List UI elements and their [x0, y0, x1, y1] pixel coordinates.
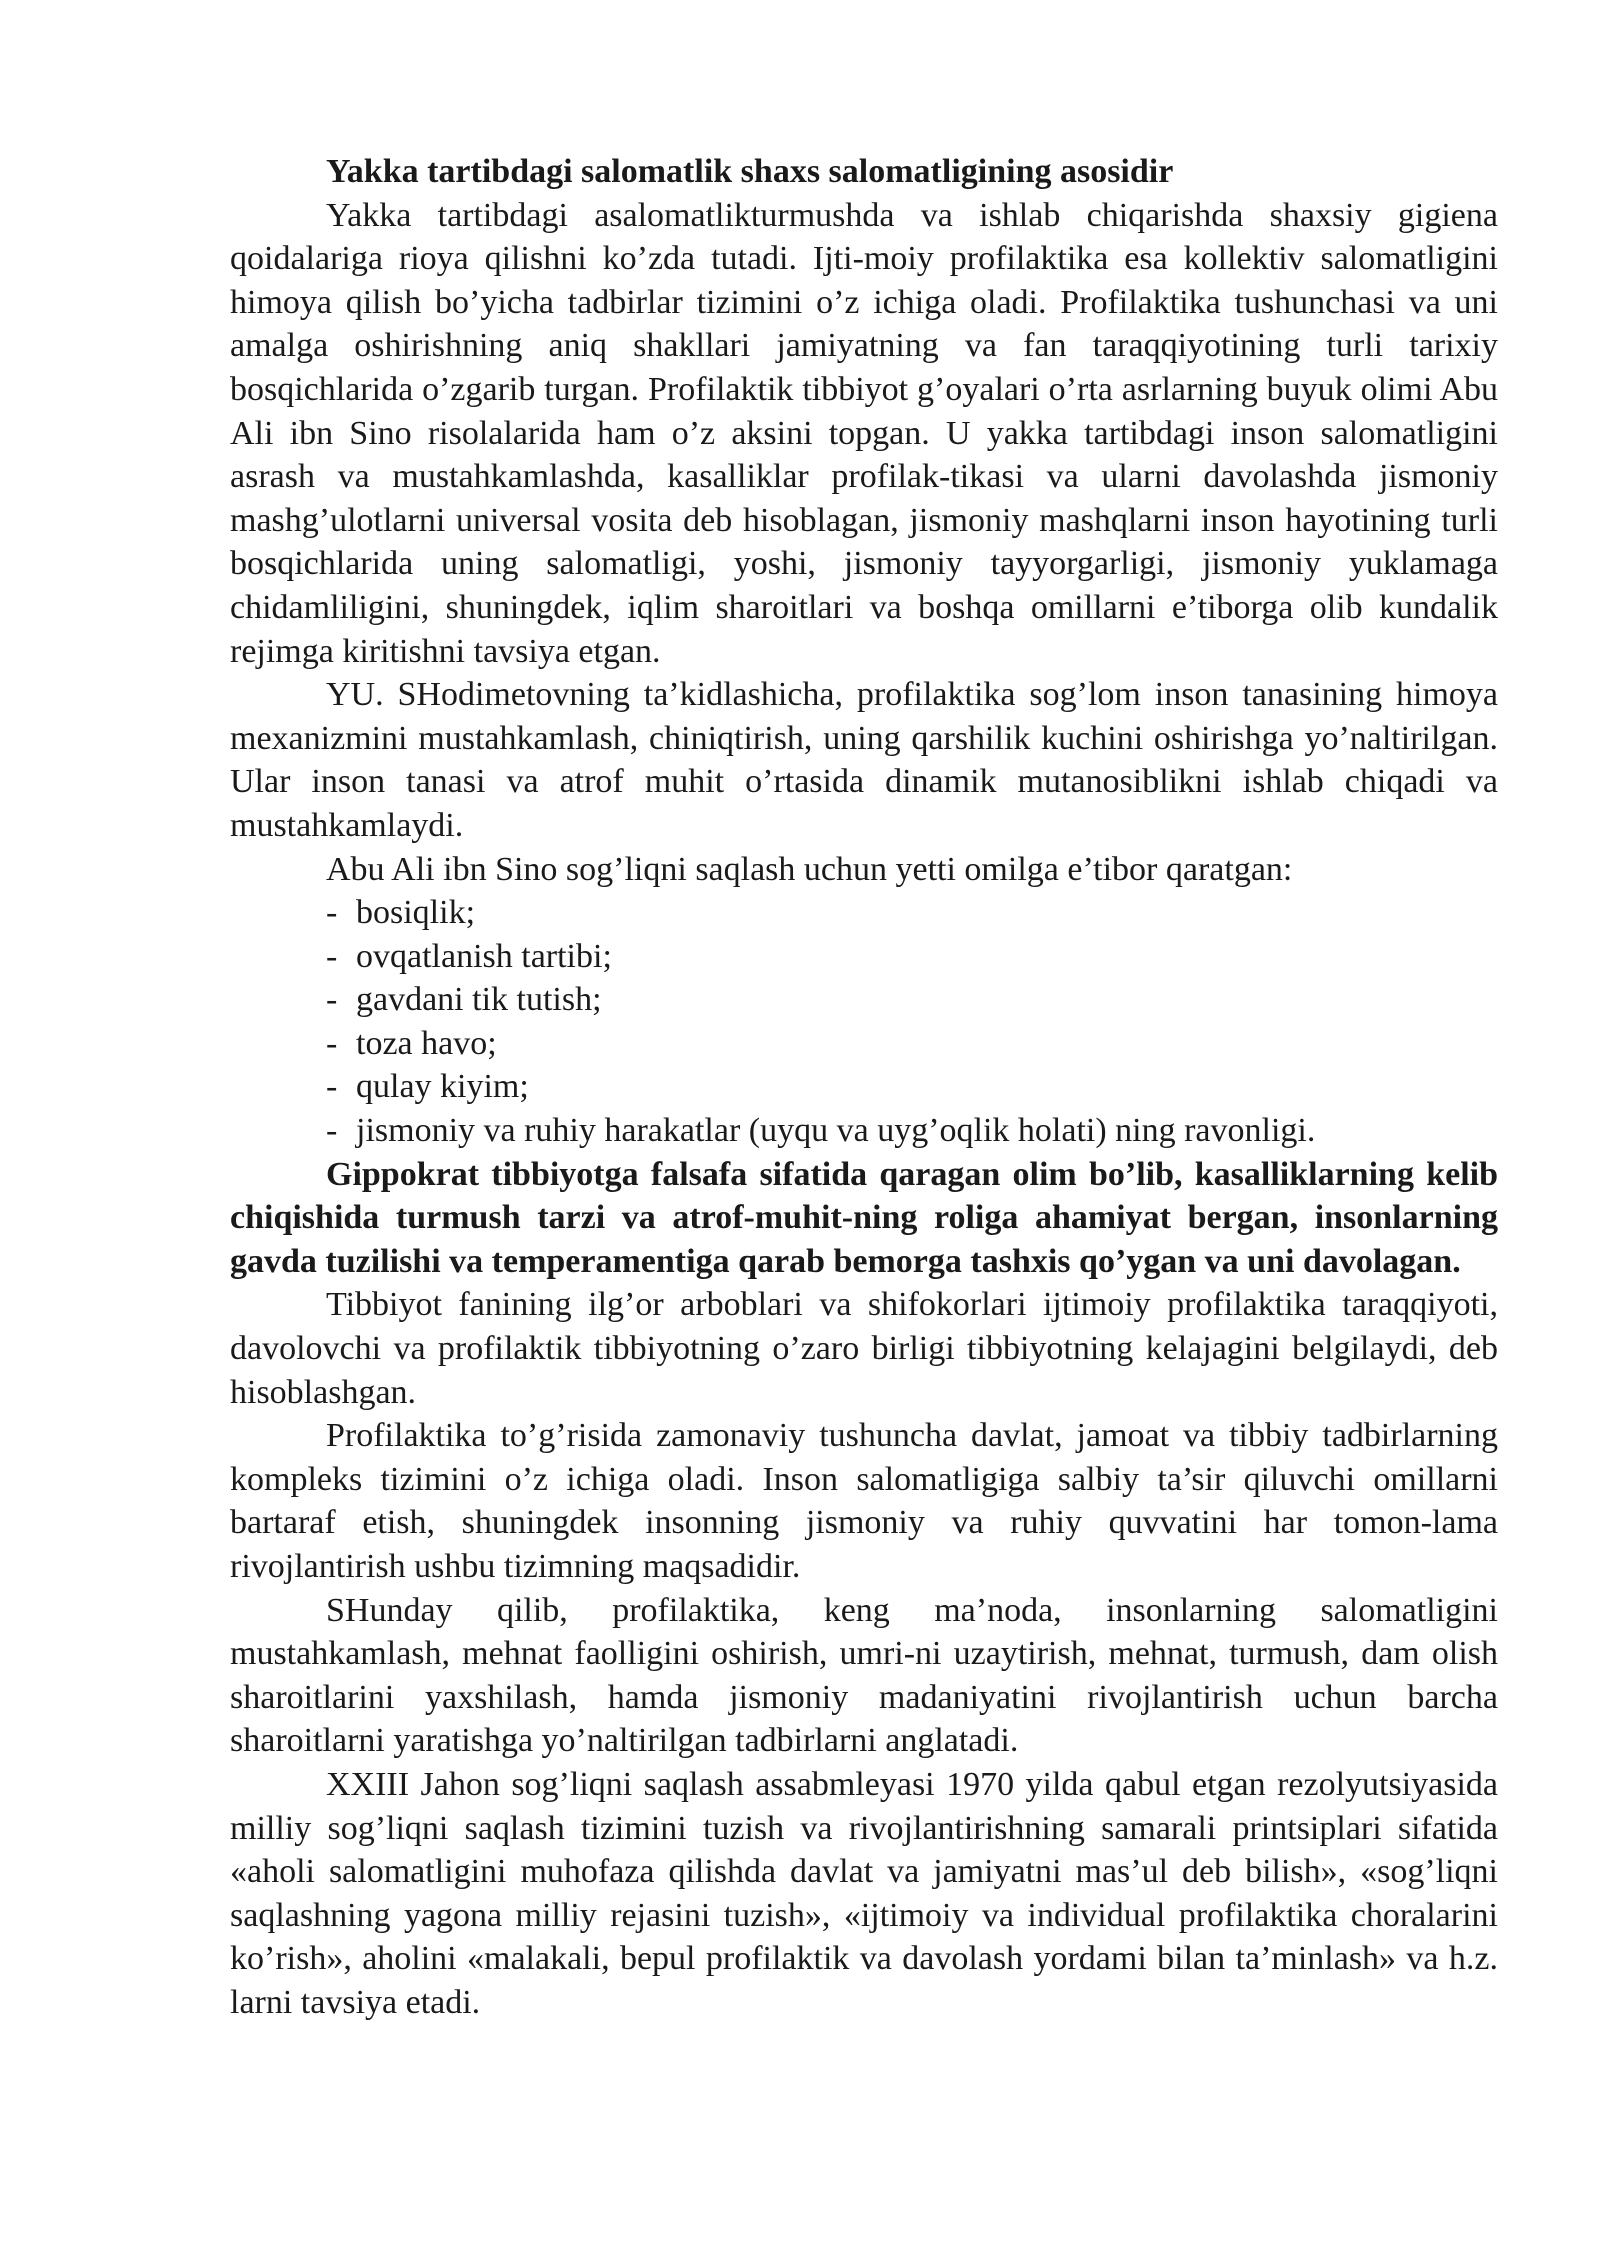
paragraph-7: XXIII Jahon sog’liqni saqlash assabmleyasi 1970 yilda qabul etgan rezolyutsiyasida milliy sog’liqni saqlash tizimini tuzish va rivojlantirishning samarali printsiplari sifatida «aholi salomatligini muhofaza qilishda davlat va jamiyatni mas’ul deb bilish», «sog’liqni saqlashning yagona milliy rejasini tuzish», «ijtimoiy va individual profilaktika choralarini ko’rish», aholini «malakali, bepul profilaktik va davolash yordami bilan ta’minlash» va h.z. larni tavsiya etadi. — [230, 1765, 1498, 2021]
list-item: - bosiqlik; — [326, 891, 1498, 935]
list-marker: - — [326, 1068, 338, 1106]
list-marker: - — [326, 1112, 338, 1150]
document-title: Yakka tartibdagi salomatlik shaxs salomatligining asosidir — [326, 153, 1174, 190]
list-marker: - — [326, 981, 338, 1019]
list-marker: - — [326, 1024, 338, 1062]
paragraph-4: Tibbiyot fanining ilg’or arboblari va shifokorlari ijtimoiy profilaktika taraqqiyoti, davolovchi va profilaktik tibbiyotning o’zaro birligi tibbiyotning kelajagini belgilaydi, deb hisoblashgan. — [230, 1286, 1498, 1411]
list-item: - jismoniy va ruhiy harakatlar (uyqu va uyg’oqlik holati) ning ravonligi. — [326, 1109, 1498, 1153]
factors-list — [230, 891, 1498, 1153]
list-marker: - — [326, 894, 338, 932]
paragraph-6: SHunday qilib, profilaktika, keng ma’noda, insonlarning salomatligini mustahkamlash, mehnat faolligini oshirish, umri-ni uzaytirish, mehnat, turmush, dam olish sharoitlarini yaxshilash, hamda jismoniy madaniyatini rivojlantirish uchun barcha sharoitlarni yaratishga yo’naltirilgan tadbirlarni anglatadi. — [230, 1591, 1498, 1760]
paragraph-3: Abu Ali ibn Sino sog’liqni saqlash uchun yetti omilga e’tibor qaratgan: — [326, 850, 1293, 888]
paragraph-5: Profilaktika to’g’risida zamonaviy tushuncha davlat, jamoat va tibbiy tadbirlarning kompleks tizimini o’z ichiga oladi. Inson salomatligiga salbiy ta’sir qiluvchi omillarni bartaraf etish, shuningdek insonning jismoniy va ruhiy quvvatini har tomon-lama rivojlantirish ushbu tizimning maqsadidir. — [230, 1417, 1498, 1585]
paragraph-2: YU. SHodimetovning ta’kidlashicha, profilaktika sog’lom inson tanasining himoya mexanizmini mustahkamlash, chiniqtirish, uning qarshilik kuchini oshirishga yo’naltirilgan. Ular inson tanasi va atrof muhit o’rtasida dinamik mutanosiblikni ishlab chiqadi va mustahkamlaydi. — [230, 676, 1498, 844]
list-item: - qulay kiyim; — [326, 1065, 1498, 1109]
list-item: - ovqatlanish tartibi; — [326, 935, 1498, 979]
list-item: - toza havo; — [326, 1022, 1498, 1066]
list-item: - gavdani tik tutish; — [326, 978, 1498, 1022]
paragraph-1: Yakka tartibdagi asalomatlikturmushda va ishlab chiqarishda shaxsiy gigiena qoidalariga rioya qilishni ko’zda tutadi. Ijti-moiy profilaktika esa kollektiv salomatligini himoya qilish bo’yicha tadbirlar tizimini o’z ichiga oladi. Profilaktika tushunchasi va uni amalga oshirishning aniq shakllari jamiyatning va fan taraqqiyotining turli tarixiy bosqichlarida o’zgarib turgan. Profilaktik tibbiyot g’oyalari o’rta asrlarning buyuk olimi Abu Ali ibn Sino risolalarida ham o’z aksini topgan. U yakka tartibdagi inson salomatligini asrash va mustahkamlashda, kasalliklar profilak-tikasi va ularni davolashda jismoniy mashg’ulotlarni universal vosita deb hisoblagan, jismoniy mashqlarni inson hayotining turli bosqichlarida uning salomatligi, yoshi, jismoniy tayyorgarligi, jismoniy yuklamaga chidamliligini, shuningdek, iqlim sharoitlari va boshqa omillarni e’tiborga olib kundalik rejimga kiritishni tavsiya etgan. — [230, 196, 1498, 670]
bold-paragraph: Gippokrat tibbiyotga falsafa sifatida qaragan olim bo’lib, kasalliklarning kelib chiqishida turmush tarzi va atrof-muhit-ning roliga ahamiyat bergan, insonlarning gavda tuzilishi va temperamentiga qarab bemorga tashxis qo’ygan va uni davolagan. — [230, 1155, 1498, 1280]
document-page — [230, 150, 1498, 2025]
list-marker: - — [326, 937, 338, 975]
